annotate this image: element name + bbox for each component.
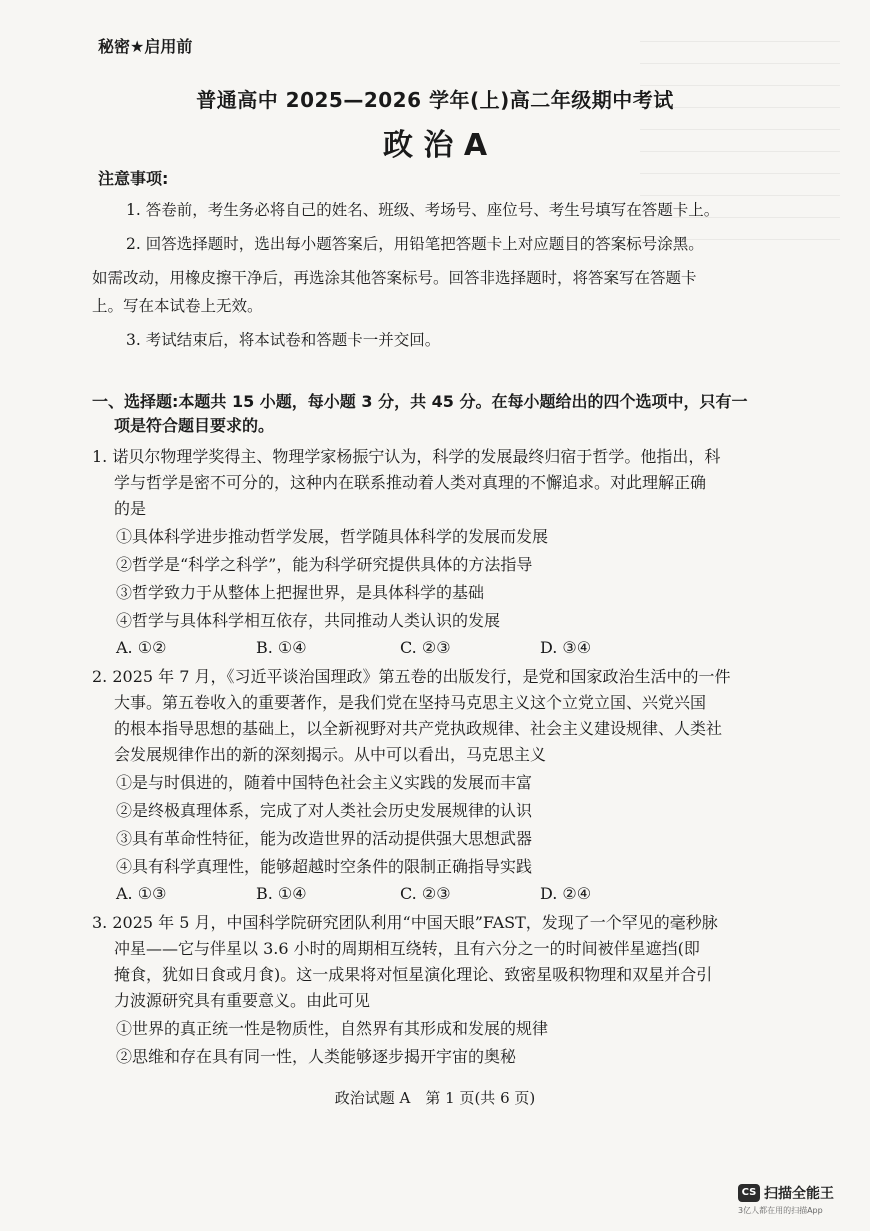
q1-choice-b: B. ①④ [256, 638, 307, 657]
camscanner-tagline: 3亿人都在用的扫描App [738, 1206, 823, 1215]
q2-option-2: ②是终极真理体系，完成了对人类社会历史发展规律的认识 [116, 801, 533, 820]
q2-choice-d: D. ②④ [540, 884, 592, 903]
q3-stem-line-3: 掩食，犹如日食或月食)。这一成果将对恒星演化理论、致密星吸积物理和双星并合引 [114, 965, 713, 984]
q1-option-1: ①具体科学进步推动哲学发展，哲学随具体科学的发展而发展 [116, 527, 549, 546]
q2-stem-line-2: 大事。第五卷收入的重要著作，是我们党在坚持马克思主义这个立党立国、兴党兴国 [114, 693, 707, 712]
q1-choice-d: D. ③④ [540, 638, 592, 657]
secret-label: 秘密★启用前 [98, 37, 193, 56]
notice-line-5: 3. 考试结束后，将本试卷和答题卡一并交回。 [126, 331, 441, 349]
notice-line-4: 上。写在本试卷上无效。 [92, 297, 263, 315]
q1-stem-line-3: 的是 [114, 499, 147, 518]
q1-stem-line-1: 1. 诺贝尔物理学奖得主、物理学家杨振宁认为，科学的发展最终归宿于哲学。他指出，科 [92, 447, 721, 466]
camscanner-app-name: 扫描全能王 [764, 1186, 834, 1202]
q2-choice-a: A. ①③ [116, 884, 167, 903]
q1-stem-line-2: 学与哲学是密不可分的，这种内在联系推动着人类对真理的不懈追求。对此理解正确 [114, 473, 707, 492]
page-footer: 政治试题 A 第 1 页(共 6 页) [334, 1089, 536, 1107]
notice-line-2: 2. 回答选择题时，选出每小题答案后，用铅笔把答题卡上对应题目的答案标号涂黑。 [126, 235, 704, 253]
q3-stem-line-2: 冲星——它与伴星以 3.6 小时的周期相互绕转，且有六分之一的时间被伴星遮挡(即 [114, 939, 700, 958]
q2-choice-c: C. ②③ [400, 884, 451, 903]
notice-line-3: 如需改动，用橡皮擦干净后，再选涂其他答案标号。回答非选择题时，将答案写在答题卡 [92, 269, 697, 287]
exam-title: 普通高中 2025—2026 学年(上)高二年级期中考试 [196, 88, 674, 112]
subject-title: 政 治 A [382, 128, 488, 163]
q3-option-2: ②思维和存在具有同一性，人类能够逐步揭开宇宙的奥秘 [116, 1047, 517, 1066]
q1-choice-c: C. ②③ [400, 638, 451, 657]
q1-option-3: ③哲学致力于从整体上把握世界，是具体科学的基础 [116, 583, 485, 602]
q2-option-1: ①是与时俱进的，随着中国特色社会主义实践的发展而丰富 [116, 773, 533, 792]
q2-option-4: ④具有科学真理性，能够超越时空条件的限制正确指导实践 [116, 857, 533, 876]
q2-choice-b: B. ①④ [256, 884, 307, 903]
q2-choices [116, 884, 676, 906]
q2-option-3: ③具有革命性特征，能为改造世界的活动提供强大思想武器 [116, 829, 533, 848]
q1-choice-a: A. ①② [116, 638, 167, 657]
q2-stem-line-3: 的根本指导思想的基础上，以全新视野对共产党执政规律、社会主义建设规律、人类社 [114, 719, 723, 738]
notice-title: 注意事项: [98, 169, 169, 188]
q1-choices [116, 638, 676, 660]
q1-option-2: ②哲学是“科学之科学”，能为科学研究提供具体的方法指导 [116, 555, 533, 574]
section-heading-line-1: 一、选择题:本题共 15 小题，每小题 3 分，共 45 分。在每小题给出的四个选项中，只有一 [92, 392, 748, 411]
q1-option-4: ④哲学与具体科学相互依存，共同推动人类认识的发展 [116, 611, 501, 630]
notice-line-1: 1. 答卷前，考生务必将自己的姓名、班级、考场号、座位号、考生号填写在答题卡上。 [126, 201, 720, 219]
camscanner-logo-icon: CS [738, 1184, 760, 1202]
q2-stem-line-1: 2. 2025 年 7 月，《习近平谈治国理政》第五卷的出版发行，是党和国家政治生活中的一件 [92, 667, 731, 686]
section-heading-line-2: 项是符合题目要求的。 [114, 416, 275, 435]
q3-stem-line-1: 3. 2025 年 5 月，中国科学院研究团队利用“中国天眼”FAST，发现了一个罕见的毫秒脉 [92, 913, 718, 932]
camscanner-watermark [738, 1181, 856, 1217]
q3-option-1: ①世界的真正统一性是物质性，自然界有其形成和发展的规律 [116, 1019, 549, 1038]
q3-stem-line-4: 力波源研究具有重要意义。由此可见 [114, 991, 371, 1010]
q2-stem-line-4: 会发展规律作出的新的深刻揭示。从中可以看出，马克思主义 [114, 745, 547, 764]
